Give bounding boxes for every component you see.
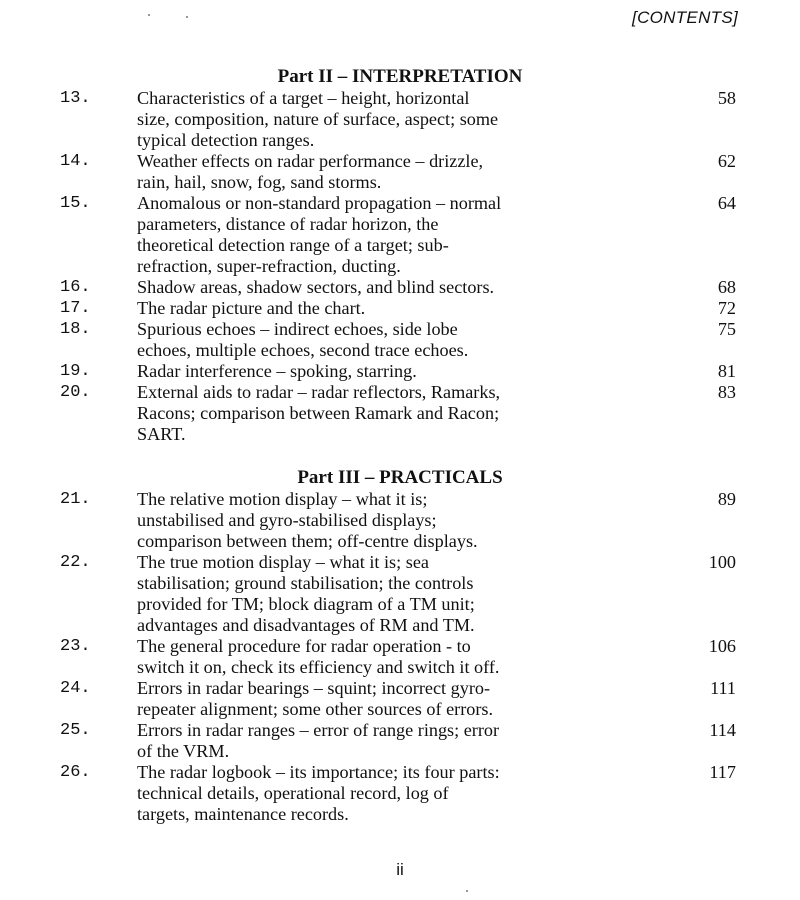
entry-title-line: targets, maintenance records.: [137, 804, 349, 824]
toc-entry: [0, 193, 800, 277]
entry-title-line: rain, hail, snow, fog, sand storms.: [137, 172, 382, 192]
entry-title-line: refraction, super-refraction, ducting.: [137, 256, 401, 276]
entry-title-line: Racons; comparison between Ramark and Racon;: [137, 403, 500, 423]
toc-entry: [0, 319, 800, 361]
entry-title-line: unstabilised and gyro-stabilised displays;: [137, 510, 437, 530]
entry-page-number: 75: [717, 319, 736, 339]
toc-entry: [0, 762, 800, 825]
entry-page-number: 68: [717, 277, 736, 297]
entry-title: [137, 277, 662, 298]
toc-entry: [0, 382, 800, 445]
page-number: ii: [396, 860, 404, 879]
toc-entry: [0, 277, 800, 298]
part3-entries: [0, 489, 800, 825]
scan-speck: [148, 14, 150, 16]
entry-title-line: The general procedure for radar operation - to: [137, 636, 471, 656]
entry-number: 18.: [60, 320, 91, 339]
entry-page-number: 100: [708, 552, 736, 572]
entry-page-number: 62: [717, 151, 736, 171]
entry-title: [137, 361, 662, 382]
contents-header-tag: [CONTENTS]: [632, 8, 738, 27]
scan-speck: [466, 890, 468, 892]
toc-entry: [0, 720, 800, 762]
entry-title: [137, 489, 662, 552]
entry-page-number: 81: [717, 361, 736, 381]
entry-title: [137, 193, 662, 277]
entry-number: 20.: [60, 383, 91, 402]
entry-number: 21.: [60, 490, 91, 509]
entry-title: [137, 552, 662, 636]
entry-title-line: advantages and disadvantages of RM and TM.: [137, 615, 475, 635]
part2-title: Part II – INTERPRETATION: [277, 66, 523, 87]
entry-page-number: 72: [717, 298, 736, 318]
entry-title: [137, 382, 662, 445]
entry-title-line: parameters, distance of radar horizon, the: [137, 214, 439, 234]
part3-title: Part III – PRACTICALS: [297, 467, 503, 488]
entry-page-number: 114: [709, 720, 736, 740]
part2-entries: [0, 88, 800, 445]
entry-title-line: Errors in radar bearings – squint; incorrect gyro-: [137, 678, 491, 698]
entry-title: [137, 762, 662, 825]
entry-number: 13.: [60, 89, 91, 108]
entry-title-line: echoes, multiple echoes, second trace echoes.: [137, 340, 469, 360]
entry-page-number: 117: [709, 762, 736, 782]
entry-title-line: switch it on, check its efficiency and switch it off.: [137, 657, 500, 677]
entry-title-line: comparison between them; off-centre displays.: [137, 531, 478, 551]
entry-title-line: Radar interference – spoking, starring.: [137, 361, 417, 381]
toc-entry: [0, 298, 800, 319]
entry-title-line: The radar logbook – its importance; its four parts:: [137, 762, 500, 782]
toc-entry: [0, 361, 800, 382]
entry-number: 14.: [60, 152, 91, 171]
entry-title-line: Weather effects on radar performance – drizzle,: [137, 151, 484, 171]
entry-page-number: 106: [708, 636, 736, 656]
entry-title-line: The radar picture and the chart.: [137, 298, 366, 318]
entry-title-line: The true motion display – what it is; sea: [137, 552, 429, 572]
toc-entry: [0, 678, 800, 720]
entry-title-line: Shadow areas, shadow sectors, and blind sectors.: [137, 277, 495, 297]
entry-title: [137, 636, 662, 678]
entry-title-line: SART.: [137, 424, 186, 444]
entry-title: [137, 88, 662, 151]
entry-number: 25.: [60, 721, 91, 740]
entry-title: [137, 678, 662, 720]
entry-number: 24.: [60, 679, 91, 698]
toc-entry: [0, 636, 800, 678]
entry-page-number: 64: [717, 193, 736, 213]
entry-title-line: size, composition, nature of surface, aspect; some: [137, 109, 499, 129]
toc-entry: [0, 489, 800, 552]
entry-title-line: technical details, operational record, log of: [137, 783, 449, 803]
entry-title-line: stabilisation; ground stabilisation; the controls: [137, 573, 474, 593]
entry-page-number: 58: [717, 88, 736, 108]
scan-speck: [186, 16, 188, 18]
entry-title: [137, 298, 662, 319]
entry-number: 16.: [60, 278, 91, 297]
entry-title: [137, 151, 662, 193]
entry-page-number: 89: [717, 489, 736, 509]
entry-title: [137, 720, 662, 762]
entry-title-line: The relative motion display – what it is;: [137, 489, 428, 509]
entry-title-line: repeater alignment; some other sources of errors.: [137, 699, 494, 719]
entry-title-line: External aids to radar – radar reflectors, Ramarks,: [137, 382, 501, 402]
entry-title-line: theoretical detection range of a target; sub-: [137, 235, 449, 255]
entry-number: 22.: [60, 553, 91, 572]
toc-entry: [0, 552, 800, 636]
entry-number: 23.: [60, 637, 91, 656]
entry-title-line: typical detection ranges.: [137, 130, 315, 150]
toc-entry: [0, 151, 800, 193]
entry-title: [137, 319, 662, 361]
entry-title-line: of the VRM.: [137, 741, 230, 761]
entry-title-line: Errors in radar ranges – error of range rings; error: [137, 720, 500, 740]
entry-title-line: Spurious echoes – indirect echoes, side lobe: [137, 319, 458, 339]
entry-number: 26.: [60, 763, 91, 782]
entry-number: 15.: [60, 194, 91, 213]
entry-page-number: 83: [717, 382, 736, 402]
entry-page-number: 111: [710, 678, 736, 698]
entry-number: 17.: [60, 299, 91, 318]
entry-title-line: provided for TM; block diagram of a TM unit;: [137, 594, 475, 614]
entry-title-line: Characteristics of a target – height, horizontal: [137, 88, 470, 108]
entry-title-line: Anomalous or non-standard propagation – normal: [137, 193, 502, 213]
contents-body: [0, 66, 800, 825]
toc-entry: [0, 88, 800, 151]
entry-number: 19.: [60, 362, 91, 381]
